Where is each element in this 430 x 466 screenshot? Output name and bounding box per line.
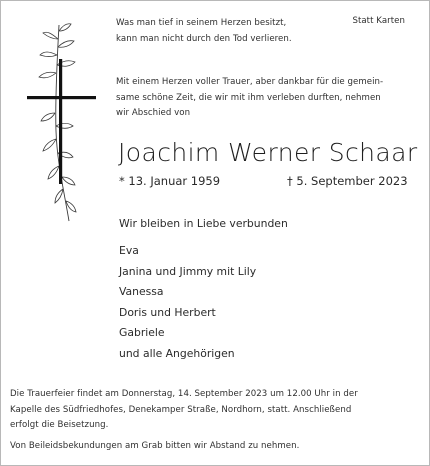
mourner-name: und alle Angehörigen — [119, 346, 235, 360]
cross-with-olive-branch-icon — [19, 21, 101, 227]
mourner-name: Doris und Herbert — [119, 305, 216, 319]
mourner-name: Gabriele — [119, 326, 165, 340]
funeral-details — [10, 387, 358, 434]
funeral-line: Kapelle des Südfriedhofes, Denekamper Straße, Nordhorn, statt. Anschließend — [10, 404, 352, 415]
funeral-line: erfolgt die Beisetzung. — [10, 420, 109, 431]
deceased-name: Joachim Werner Schaar — [118, 138, 418, 167]
mourner-name: Vanessa — [119, 285, 164, 299]
mourner-name: Janina und Jimmy mit Lily — [119, 264, 257, 278]
statt-karten-label: Statt Karten — [352, 16, 405, 26]
birth-date: * 13. Januar 1959 — [119, 174, 221, 188]
intro-line: Mit einem Herzen voller Trauer, aber dankbar für die gemein- — [116, 77, 384, 87]
mourners-list — [119, 241, 256, 365]
quote-line: Was man tief in seinem Herzen besitzt, — [116, 18, 287, 28]
quote-line: kann man nicht durch den Tod verlieren. — [116, 33, 292, 44]
mourners-heading: Wir bleiben in Liebe verbunden — [119, 217, 288, 230]
intro-line: same schöne Zeit, die wir mit ihm verleben durften, nehmen — [116, 92, 381, 103]
intro-line: wir Abschied von — [116, 108, 191, 118]
condolence-note: Von Beileidsbekundungen am Grab bitten wir Abstand zu nehmen. — [10, 441, 300, 451]
intro-text — [116, 75, 383, 122]
mourner-name: Eva — [119, 244, 139, 257]
funeral-line: Die Trauerfeier findet am Donnerstag, 14. September 2023 um 12.00 Uhr in der — [10, 389, 358, 399]
death-date: † 5. September 2023 — [287, 174, 408, 188]
quote — [116, 16, 292, 47]
